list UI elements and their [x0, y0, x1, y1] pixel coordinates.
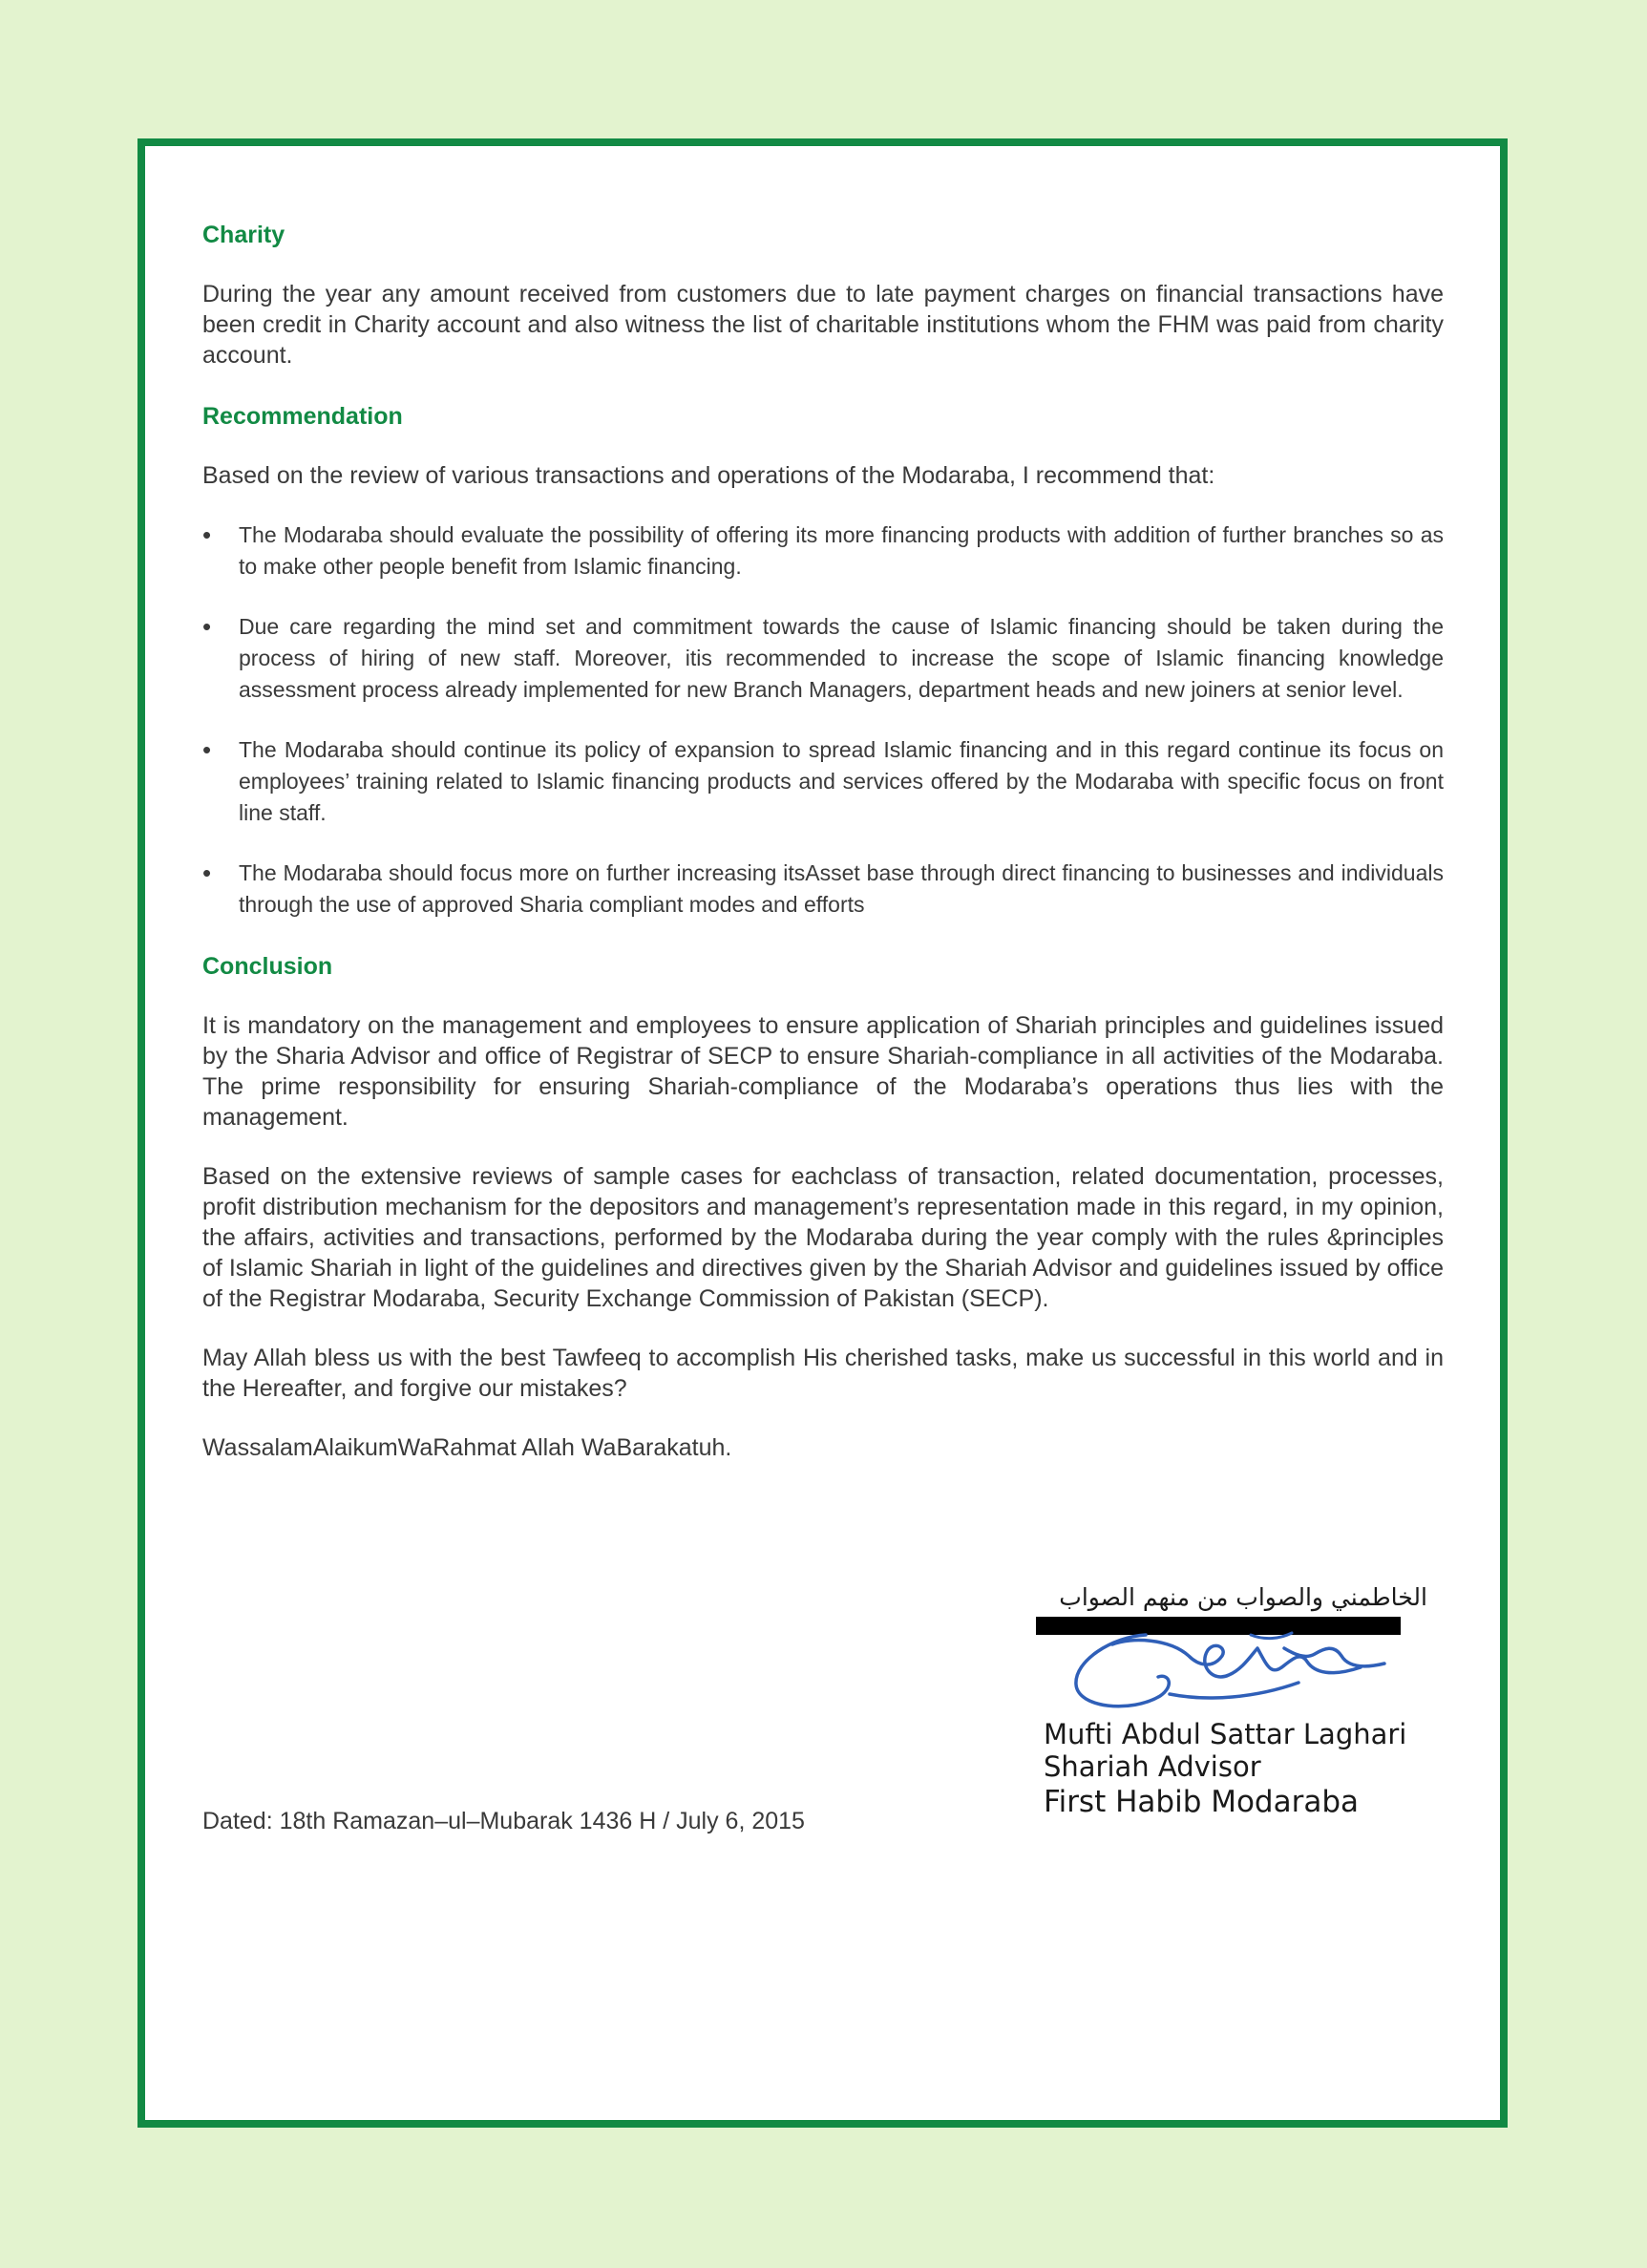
recommendation-section [202, 399, 1444, 921]
charity-heading: Charity [202, 222, 285, 248]
document-body [202, 218, 1444, 1492]
bullet-icon: • [202, 735, 212, 764]
bullet-icon: • [202, 520, 212, 549]
list-item [202, 858, 1444, 921]
recommendation-list [202, 519, 1444, 921]
list-item-text: Due care regarding the mind set and commitment towards the cause of Islamic financing should be taken during the process of hiring of new staff. Moreover, itis recommended to increase the scope of Islamic financing knowledge assessment process already implemented for new Branch Managers, department heads and new joiners at senior level. [239, 614, 1444, 702]
conclusion-heading: Conclusion [202, 953, 333, 980]
list-item [202, 519, 1444, 583]
charity-section [202, 218, 1444, 371]
arabic-inscription: الخاطمني والصواب من منهم الصواب [1059, 1583, 1427, 1611]
signatory-organization: First Habib Modaraba [1044, 1785, 1360, 1819]
signatory-title: Shariah Advisor [1044, 1750, 1261, 1783]
charity-paragraph: During the year any amount received from customers due to late payment charges on financial transactions have been credit in Charity account and also witness the list of charitable institutions whom the FHM was paid from charity account. [202, 281, 1444, 369]
conclusion-section [202, 949, 1444, 1463]
closing-salutation: WassalamAlaikumWaRahmat Allah WaBarakatuh. [202, 1434, 732, 1461]
signatory-name: Mufti Abdul Sattar Laghari [1044, 1718, 1407, 1750]
recommendation-heading: Recommendation [202, 403, 403, 430]
handwritten-signature [1055, 1627, 1399, 1718]
conclusion-paragraph: It is mandatory on the management and employees to ensure application of Shariah principles and guidelines issued by the Sharia Advisor and office of Registrar of SECP to ensure Shariah-compliance in all activities of the Modaraba. The prime responsibility for ensuring Shariah-compliance of the Modaraba’s operations thus lies with the management. [202, 1012, 1444, 1131]
recommendation-intro: Based on the review of various transactions and operations of the Modaraba, I recommend that: [202, 462, 1215, 489]
list-item [202, 734, 1444, 829]
document-date: Dated: 18th Ramazan–ul–Mubarak 1436 H / July 6, 2015 [202, 1808, 805, 1834]
list-item [202, 611, 1444, 706]
conclusion-paragraph: May Allah bless us with the best Tawfeeq to accomplish His cherished tasks, make us successful in this world and in the Hereafter, and forgive our mistakes? [202, 1345, 1444, 1402]
signature-block [1036, 1580, 1427, 1821]
bullet-icon: • [202, 858, 212, 887]
conclusion-paragraph: Based on the extensive reviews of sample cases for eachclass of transaction, related documentation, processes, profit distribution mechanism for the depositors and management’s representation made in this regard, in my opinion, the affairs, activities and transactions, performed by the Modaraba during the year comply with the rules &principles of Islamic Shariah in light of the guidelines and directives given by the Shariah Advisor and guidelines issued by office of the Registrar Modaraba, Security Exchange Commission of Pakistan (SECP). [202, 1163, 1444, 1312]
list-item-text: The Modaraba should continue its policy of expansion to spread Islamic financing and in this regard continue its focus on employees’ training related to Islamic financing products and services offered by the Modaraba with specific focus on front line staff. [239, 737, 1444, 825]
list-item-text: The Modaraba should evaluate the possibility of offering its more financing products with addition of further branches so as to make other people benefit from Islamic financing. [239, 522, 1444, 579]
bullet-icon: • [202, 612, 212, 641]
list-item-text: The Modaraba should focus more on further increasing itsAsset base through direct financing to businesses and individuals through the use of approved Sharia compliant modes and efforts [239, 860, 1444, 917]
